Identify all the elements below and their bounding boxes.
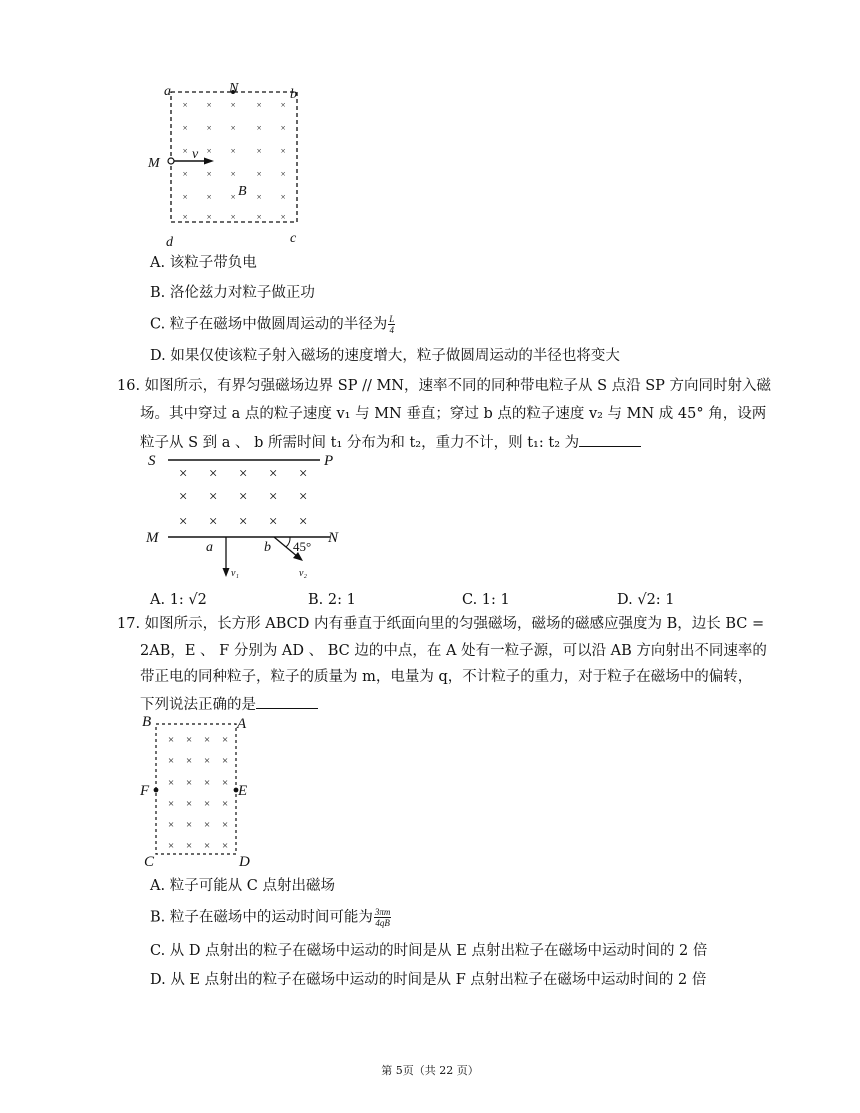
field-cross-mark: × [185,755,193,767]
field-cross-mark: × [229,146,237,156]
field-cross-mark: × [221,819,229,831]
q17-time-fraction [374,907,392,928]
field-cross-mark: × [255,123,263,133]
field-cross-mark: × [203,777,211,789]
q17-label-B: B [142,714,152,730]
q17-option-d: D. 从 E 点射出的粒子在磁场中运动的时间是从 F 点射出粒子在磁场中运动时间的 2 倍 [150,972,707,988]
field-cross-mark: × [185,840,193,852]
field-cross-mark: × [203,755,211,767]
q16-label-S: S [148,453,156,469]
field-cross-mark: × [255,192,263,202]
field-cross-mark: × [221,755,229,767]
field-cross-mark: × [181,169,189,179]
q16-label-M: M [146,530,159,546]
q16-label-b: b [264,540,271,555]
field-cross-mark: × [185,777,193,789]
q15-option-a: A. 该粒子带负电 [150,255,257,271]
q17-field-crosses [167,734,228,852]
q15-label-d: d [166,235,173,250]
q16-option-b: B. 2: 1 [308,592,356,608]
field-cross-mark: × [255,146,263,156]
field-cross-mark: × [181,212,189,222]
q15-label-M: M [148,156,160,171]
q17-option-c: C. 从 D 点射出的粒子在磁场中运动的时间是从 E 点射出粒子在磁场中运动时间的 2 倍 [150,943,708,959]
q16-answer-blank [579,432,641,447]
q17-fraction-numerator: 3πm [374,907,391,917]
field-cross-mark: × [203,798,211,810]
field-cross-mark: × [229,123,237,133]
q17-label-E: E [238,783,248,799]
field-cross-mark: × [167,734,175,746]
field-cross-mark: × [297,514,309,530]
field-cross-mark: × [207,489,219,505]
q15-fraction-denominator: 4 [389,325,395,335]
field-cross-mark: × [205,169,213,179]
field-cross-mark: × [203,734,211,746]
q16-label-a: a [206,540,213,555]
q16-label-N: N [328,530,339,546]
q15-velocity-arrowhead [204,158,214,165]
field-cross-mark: × [237,514,249,530]
field-cross-mark: × [279,192,287,202]
q17-fraction-denominator: 4qB [375,918,390,928]
q17-label-F: F [140,783,150,799]
field-cross-mark: × [205,100,213,110]
q15-option-d: D. 如果仅使该粒子射入磁场的速度增大，粒子做圆周运动的半径也将变大 [150,348,620,364]
q16-label-P: P [324,453,334,469]
q17-answer-blank [256,694,318,709]
field-cross-mark: × [205,212,213,222]
field-cross-mark: × [207,514,219,530]
field-cross-mark: × [167,798,175,810]
field-cross-mark: × [221,734,229,746]
field-cross-mark: × [279,100,287,110]
field-cross-mark: × [205,146,213,156]
q15-label-N: N [229,81,239,96]
q15-fraction-numerator: L [389,314,395,324]
q16-angle-arc [286,537,290,547]
q16-option-d: D. √2: 1 [617,592,675,608]
q15-figure [140,80,320,255]
q16-stem-line2: 场。其中穿过 a 点的粒子速度 v₁ 与 MN 垂直；穿过 b 点的粒子速度 v₂ 与 MN 成 45° 角，设两 [140,406,767,422]
q17-option-a: A. 粒子可能从 C 点射出磁场 [150,878,336,894]
field-cross-mark: × [221,840,229,852]
field-cross-mark: × [255,100,263,110]
field-cross-mark: × [279,146,287,156]
q16-label-v2: v₂ [299,568,307,579]
field-cross-mark: × [267,466,279,482]
field-cross-mark: × [237,466,249,482]
q15-label-c: c [290,231,297,246]
field-cross-mark: × [185,734,193,746]
field-cross-mark: × [255,212,263,222]
q17-figure [136,712,266,872]
q15-radius-fraction [388,314,395,335]
q16-field-crosses [178,466,308,530]
field-cross-mark: × [203,840,211,852]
field-cross-mark: × [229,100,237,110]
field-cross-mark: × [181,123,189,133]
q15-point-M [168,158,174,164]
field-cross-mark: × [203,819,211,831]
field-cross-mark: × [297,466,309,482]
field-cross-mark: × [255,169,263,179]
q15-label-B: B [238,184,247,199]
q16-stem-line1: 16. 如图所示，有界匀强磁场边界 SP // MN，速率不同的同种带电粒子从 S 点沿 SP 方向同时射入磁 [117,378,772,394]
q17-stem-line4-text: 下列说法正确的是 [140,697,256,713]
field-cross-mark: × [167,819,175,831]
field-cross-mark: × [297,489,309,505]
q17-stem-line1: 17. 如图所示，长方形 ABCD 内有垂直于纸面向里的匀强磁场，磁场的磁感应强度为 B，边长 BC = [117,616,765,632]
field-cross-mark: × [229,212,237,222]
field-cross-mark: × [177,514,189,530]
field-cross-mark: × [279,169,287,179]
field-cross-mark: × [205,123,213,133]
q15-label-a: a [164,84,171,99]
field-cross-mark: × [267,514,279,530]
q17-option-b-text: B. 粒子在磁场中的运动时间可能为 [150,909,373,926]
field-cross-mark: × [221,777,229,789]
q15-label-b: b [290,87,297,102]
q15-field-boundary [171,92,297,222]
field-cross-mark: × [181,192,189,202]
field-cross-mark: × [185,798,193,810]
field-cross-mark: × [167,777,175,789]
q17-label-A: A [237,716,247,732]
q17-label-C: C [144,854,155,870]
q16-option-a: A. 1: √2 [150,592,207,608]
q15-option-c [150,314,396,335]
field-cross-mark: × [207,466,219,482]
q16-velocity-v1-arrowhead [223,568,230,577]
field-cross-mark: × [185,819,193,831]
q16-label-angle: 45° [293,539,312,554]
q16-option-c: C. 1: 1 [462,592,510,608]
field-cross-mark: × [205,192,213,202]
q16-label-v1: v₁ [231,568,239,579]
field-cross-mark: × [167,840,175,852]
field-cross-mark: × [177,466,189,482]
q17-stem-line3: 带正电的同种粒子，粒子的质量为 m，电量为 q，不计粒子的重力，对于粒子在磁场中的偏转， [140,669,753,685]
q17-stem-line2: 2AB，E 、 F 分别为 AD 、 BC 边的中点，在 A 处有一粒子源，可以沿 AB 方向射出不同速率的 [140,643,767,659]
page-footer: 第 5页（共 22 页） [381,1064,479,1077]
q17-point-F [154,788,159,793]
field-cross-mark: × [229,192,237,202]
q15-label-v: v [192,147,199,162]
field-cross-mark: × [181,146,189,156]
q17-option-b [150,907,392,928]
field-cross-mark: × [221,798,229,810]
field-cross-mark: × [229,169,237,179]
field-cross-mark: × [237,489,249,505]
field-cross-mark: × [267,489,279,505]
q16-stem-line3-text: 粒子从 S 到 a 、 b 所需时间 t₁ 分布为和 t₂，重力不计，则 t₁: t₂ 为 [140,435,580,451]
q15-option-b: B. 洛伦兹力对粒子做正功 [150,285,315,301]
q17-label-D: D [239,854,250,870]
q15-option-c-text: C. 粒子在磁场中做圆周运动的半径为 [150,316,388,333]
field-cross-mark: × [181,100,189,110]
field-cross-mark: × [279,123,287,133]
field-cross-mark: × [279,212,287,222]
q16-figure [140,450,360,580]
field-cross-mark: × [177,489,189,505]
field-cross-mark: × [167,755,175,767]
